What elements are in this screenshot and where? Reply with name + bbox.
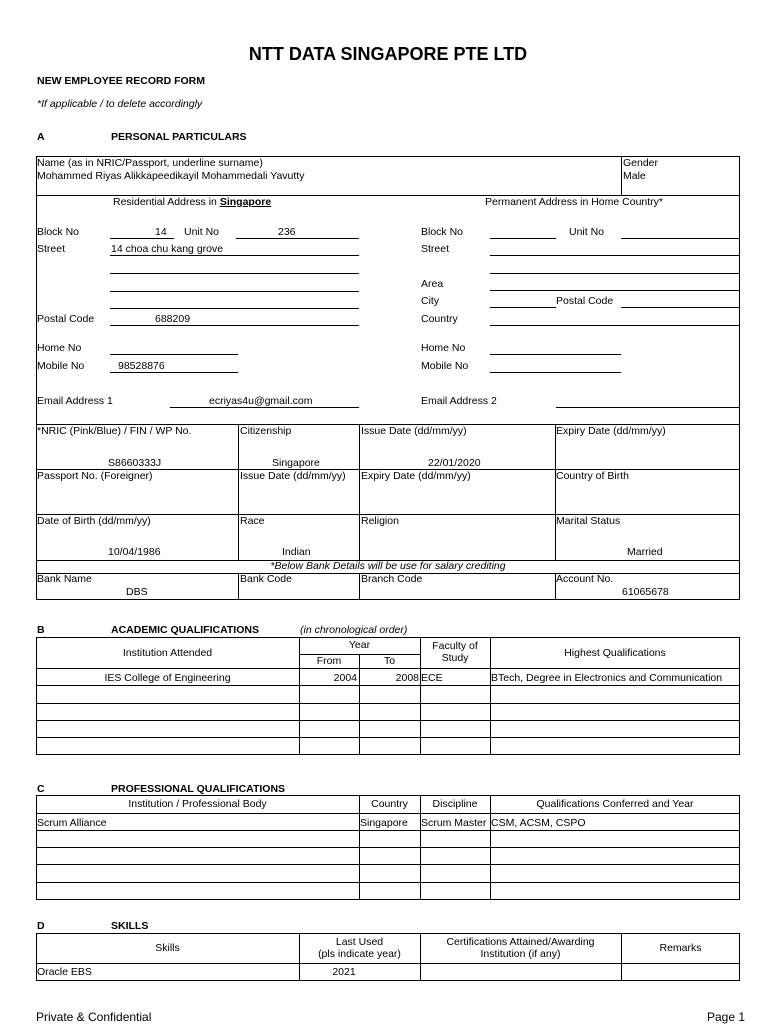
col-faculty: Faculty of Study (432, 640, 478, 664)
divider (359, 654, 360, 755)
col-institution-attended: Institution Attended (122, 647, 213, 659)
nric-value[interactable]: S8660333J (108, 457, 162, 469)
professional-row-conferred[interactable]: CSM, ACSM, CSPO (491, 817, 586, 829)
col-country: Country (371, 798, 408, 810)
footer-page-number: Page 1 (707, 1010, 746, 1024)
divider (238, 424, 239, 560)
divider (36, 668, 740, 669)
gender-value[interactable]: Male (623, 170, 646, 182)
residential-address-heading (113, 196, 271, 208)
form-note: *If applicable / to delete accordingly (37, 98, 203, 110)
academic-row-faculty[interactable]: ECE (421, 672, 443, 684)
col-professional-body: Institution / Professional Body (128, 798, 267, 810)
bank-note: *Below Bank Details will be use for salary crediting (270, 560, 506, 572)
section-d-title: SKILLS (111, 920, 149, 932)
section-c-letter: C (37, 783, 45, 795)
perm-unit-line (621, 238, 739, 239)
col-to: To (383, 655, 396, 667)
name-value[interactable]: Mohammed Riyas Alikkapeedikayil Mohammedali Yavutty (37, 170, 305, 182)
col-remarks: Remarks (659, 942, 702, 954)
gender-label: Gender (623, 157, 659, 169)
divider (238, 573, 239, 600)
col-skills: Skills (155, 942, 180, 954)
email2-label: Email Address 2 (421, 395, 497, 407)
personal-particulars-table (36, 156, 740, 600)
professional-row-institution[interactable]: Scrum Alliance (37, 817, 107, 829)
expiry-date-label: Expiry Date (dd/mm/yy) (556, 425, 666, 437)
passport-expiry-label: Expiry Date (dd/mm/yy) (361, 470, 471, 482)
email1-line (170, 407, 359, 408)
divider (36, 685, 740, 686)
name-label: Name (as in NRIC/Passport, underline surname) (37, 157, 263, 169)
passport-label: Passport No. (Foreigner) (37, 470, 153, 482)
perm-city-line (490, 307, 556, 308)
street-line-1 (110, 255, 359, 256)
col-year: Year (348, 639, 371, 651)
postal-code-value[interactable]: 688209 (155, 313, 191, 325)
perm-postal-label: Postal Code (556, 295, 614, 307)
perm-street-label: Street (421, 243, 450, 255)
postal-code-line (110, 325, 359, 326)
unit-field-line (236, 238, 359, 239)
mobile-no-line (110, 372, 238, 373)
bank-name-label: Bank Name (37, 573, 92, 585)
divider (555, 424, 556, 560)
perm-mobile-label: Mobile No (421, 360, 469, 372)
bank-name-value[interactable]: DBS (126, 586, 148, 598)
col-certifications-note: Institution (if any) (480, 948, 561, 960)
bank-code-label: Bank Code (240, 573, 292, 585)
street-label: Street (37, 243, 66, 255)
section-b-letter: B (37, 624, 45, 636)
section-c-title: PROFESSIONAL QUALIFICATIONS (111, 783, 286, 795)
form-title: NEW EMPLOYEE RECORD FORM (37, 75, 206, 87)
skills-row-skill[interactable]: Oracle EBS (37, 966, 92, 978)
street-value[interactable]: 14 choa chu kang grove (111, 243, 224, 255)
postal-code-label: Postal Code (37, 313, 95, 325)
col-from: From (316, 655, 342, 667)
section-a-letter: A (37, 131, 45, 143)
academic-row-institution[interactable]: IES College of Engineering (104, 672, 231, 684)
street-line-2 (110, 273, 359, 274)
divider (36, 864, 740, 865)
divider (36, 703, 740, 704)
branch-code-label: Branch Code (361, 573, 423, 585)
issue-date-value[interactable]: 22/01/2020 (428, 457, 481, 469)
section-b-title: ACADEMIC QUALIFICATIONS (111, 624, 259, 636)
divider (359, 573, 360, 600)
perm-area-line (490, 290, 739, 291)
divider (36, 813, 740, 814)
citizenship-label: Citizenship (240, 425, 292, 437)
perm-street-line-1 (490, 255, 739, 256)
street-line-3 (110, 291, 359, 292)
permanent-address-heading: Permanent Address in Home Country* (485, 196, 664, 208)
professional-row-country[interactable]: Singapore (360, 817, 408, 829)
unit-label: Unit No (184, 226, 220, 238)
street-line-4 (110, 308, 359, 309)
divider (36, 847, 740, 848)
dob-value[interactable]: 10/04/1986 (108, 546, 161, 558)
passport-issue-label: Issue Date (dd/mm/yy) (240, 470, 346, 482)
mobile-no-label: Mobile No (37, 360, 85, 372)
divider (36, 882, 740, 883)
skills-row-last-used[interactable]: 2021 (332, 966, 356, 978)
marital-status-value[interactable]: Married (627, 546, 663, 558)
col-last-used: Last Used (335, 936, 384, 948)
divider (621, 933, 622, 981)
race-value[interactable]: Indian (282, 546, 311, 558)
issue-date-label: Issue Date (dd/mm/yy) (361, 425, 467, 437)
residential-address-country: Singapore (219, 196, 272, 208)
col-certifications: Certifications Attained/Awarding (446, 936, 595, 948)
email1-value[interactable]: ecriyas4u@gmail.com (209, 395, 313, 407)
home-no-line (110, 354, 238, 355)
perm-block-label: Block No (421, 226, 464, 238)
academic-row-from[interactable]: 2004 (333, 672, 357, 684)
country-of-birth-label: Country of Birth (556, 470, 629, 482)
divider (36, 737, 740, 738)
perm-area-label: Area (421, 278, 444, 290)
perm-home-line (490, 354, 621, 355)
nric-label: *NRIC (Pink/Blue) / FIN / WP No. (37, 425, 192, 437)
perm-country-label: Country (421, 313, 458, 325)
email1-label: Email Address 1 (37, 395, 113, 407)
professional-row-discipline[interactable]: Scrum Master (421, 817, 487, 829)
account-no-label: Account No. (556, 573, 614, 585)
unit-value[interactable]: 236 (278, 226, 296, 238)
perm-postal-line (621, 307, 739, 308)
dob-label: Date of Birth (dd/mm/yy) (37, 515, 151, 527)
divider (36, 720, 740, 721)
perm-city-label: City (421, 295, 440, 307)
block-value[interactable]: 14 (155, 226, 167, 238)
perm-country-line (490, 325, 739, 326)
footer-confidential: Private & Confidential (36, 1010, 152, 1024)
mobile-no-value[interactable]: 98528876 (118, 360, 165, 372)
academic-row-qualification[interactable]: BTech, Degree in Electronics and Communication (491, 672, 723, 684)
marital-status-label: Marital Status (556, 515, 621, 527)
divider (36, 963, 740, 964)
academic-row-to[interactable]: 2008 (395, 672, 419, 684)
residential-address-label: Residential Address in (113, 196, 217, 208)
divider (36, 830, 740, 831)
divider (621, 156, 622, 196)
company-title: NTT DATA SINGAPORE PTE LTD (248, 44, 528, 64)
citizenship-value[interactable]: Singapore (272, 457, 320, 469)
account-no-value[interactable]: 61065678 (622, 586, 669, 598)
block-label: Block No (37, 226, 80, 238)
col-discipline: Discipline (432, 798, 478, 810)
col-highest-qualifications: Highest Qualifications (564, 647, 666, 659)
perm-mobile-line (490, 372, 621, 373)
section-a-title: PERSONAL PARTICULARS (111, 131, 247, 143)
home-no-label: Home No (37, 342, 82, 354)
section-d-letter: D (37, 920, 45, 932)
section-b-subtitle: (in chronological order) (300, 624, 408, 636)
religion-label: Religion (361, 515, 399, 527)
race-label: Race (240, 515, 265, 527)
perm-street-line-2 (490, 273, 739, 274)
perm-block-line (490, 238, 556, 239)
block-field-line (110, 238, 174, 239)
divider (359, 424, 360, 560)
col-qualifications-conferred: Qualifications Conferred and Year (536, 798, 694, 810)
perm-unit-label: Unit No (569, 226, 605, 238)
email2-line (556, 407, 739, 408)
perm-home-label: Home No (421, 342, 466, 354)
col-last-used-note: (pls indicate year) (318, 948, 401, 960)
